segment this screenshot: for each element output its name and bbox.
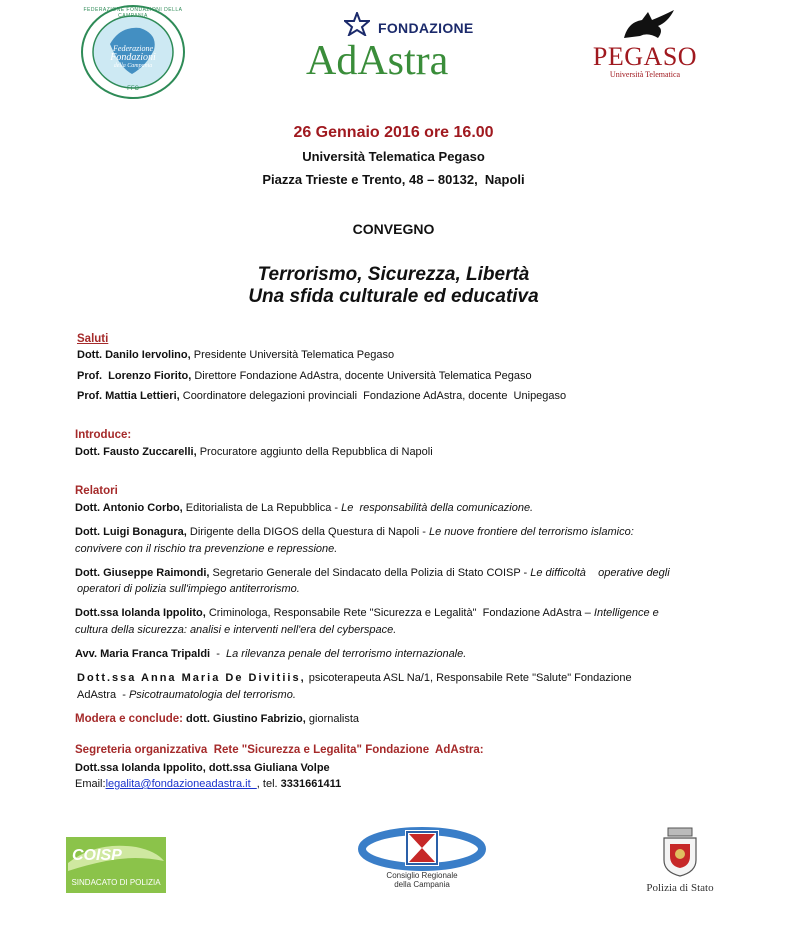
speaker-desc: Dirigente della DIGOS della Questura di Napoli - — [186, 526, 429, 538]
pegaso-large: PEGASO — [592, 42, 698, 71]
segreteria-names: Dott.ssa Iolanda Ippolito, dott.ssa Giuliana Volpe — [75, 762, 330, 774]
relatore-row — [75, 606, 659, 620]
relatore-row — [75, 525, 720, 539]
speaker-name: Dott. Luigi Bonagura, — [75, 526, 187, 538]
segreteria-contact — [75, 777, 341, 791]
speaker-desc-cont: AdAstra - — [77, 689, 129, 701]
speaker-desc: Coordinatore delegazioni provinciali Fondazione AdAstra, docente Unipegaso — [179, 390, 567, 402]
speaker-name: Dott. Giuseppe Raimondi, — [75, 567, 210, 579]
saluti-row — [77, 389, 566, 403]
speaker-name: Avv. Maria Franca Tripaldi — [75, 648, 211, 660]
talk-topic: Le nuove frontiere del terrorismo islamico: — [428, 526, 634, 538]
modera-row — [75, 712, 359, 726]
speaker-name: Dott.ssa Iolanda Ippolito, — [75, 607, 206, 619]
pegasus-icon — [618, 8, 678, 42]
speaker-desc: giornalista — [305, 713, 360, 725]
talk-topic: Intelligence e — [593, 607, 659, 619]
coisp-big: COISP — [72, 847, 122, 864]
ffc-logo — [80, 4, 186, 100]
ffc-ring-text: FEDERAZIONE FONDAZIONI DELLA CAMPANIA — [83, 7, 183, 19]
polizia-label: Polizia di Stato — [646, 882, 714, 894]
speaker-name: Prof. Lorenzo Fiorito, — [77, 370, 192, 382]
coisp-small: SINDACATO DI POLIZIA — [71, 878, 161, 887]
relatore-row — [77, 671, 632, 685]
relatore-row-cont — [77, 688, 296, 702]
speaker-desc: Criminologa, Responsabile Rete "Sicurezza e Legalità" Fondazione AdAstra – — [205, 607, 594, 619]
speaker-desc: Procuratore aggiunto della Repubblica di Napoli — [196, 446, 433, 458]
email-link[interactable]: legalita@fondazioneadastra.it — [105, 778, 257, 790]
ffc-bottom: FFC — [127, 86, 139, 92]
speaker-desc: Direttore Fondazione AdAstra, docente Università Telematica Pegaso — [191, 370, 532, 382]
talk-topic-cont: convivere con il rischio tra prevenzione e repressione. — [75, 543, 338, 555]
event-date: 26 Gennaio 2016 ore 16.00 — [293, 124, 494, 141]
introduce-heading: Introduce: — [75, 429, 132, 441]
ffc-inner-1: Federazione — [113, 44, 153, 53]
ffc-inner-3: della Campania — [113, 63, 153, 69]
coisp-logo — [66, 837, 166, 893]
event-venue: Università Telematica Pegaso — [302, 149, 485, 164]
speaker-desc: - — [210, 648, 226, 660]
speaker-name: Dott.ssa Anna Maria De Divitiis, — [77, 672, 306, 684]
adastra-logo — [300, 8, 474, 88]
speaker-desc: psicoterapeuta ASL Na/1, Responsabile Rete "Salute" Fondazione — [305, 672, 632, 684]
talk-topic-cont: operatori di polizia sull'impiego antiterrorismo. — [77, 583, 300, 595]
talk-topic: Le difficoltà operative degli — [530, 567, 670, 579]
event-address: Piazza Trieste e Trento, 48 – 80132, Napoli — [262, 172, 525, 187]
introduce-row — [75, 445, 433, 459]
speaker-desc: Segretario Generale del Sindacato della Polizia di Stato COISP - — [209, 567, 531, 579]
consiglio-line-2: della Campania — [394, 880, 450, 889]
modera-heading: Modera e conclude: — [75, 713, 183, 725]
email-label: Email: — [75, 778, 106, 790]
adastra-large: AdAstra — [306, 38, 449, 84]
saluti-row — [77, 348, 394, 362]
polizia-emblem-icon — [660, 826, 700, 878]
event-title-1: Terrorismo, Sicurezza, Libertà — [257, 264, 530, 285]
speaker-name: Dott. Antonio Corbo, — [75, 502, 183, 514]
consiglio-emblem-icon — [357, 826, 487, 872]
speaker-name: Dott. Fausto Zuccarelli, — [75, 446, 197, 458]
tel-label: , tel. — [256, 778, 281, 790]
pegaso-small: Università Telematica — [609, 70, 681, 79]
talk-topic: Psicotraumatologia del terrorismo. — [128, 689, 296, 701]
polizia-logo — [632, 826, 728, 896]
speaker-name: Dott. Danilo Iervolino, — [77, 349, 191, 361]
saluti-row — [77, 369, 532, 383]
consiglio-logo — [357, 826, 487, 892]
ffc-inner-2: Fondazioni — [110, 52, 156, 63]
saluti-heading: Saluti — [77, 333, 109, 345]
speaker-name: dott. Giustino Fabrizio, — [183, 713, 306, 725]
segreteria-heading: Segreteria organizzativa Rete "Sicurezza e Legalita" Fondazione AdAstra: — [75, 744, 484, 756]
adastra-small: FONDAZIONE — [378, 20, 474, 36]
relatore-row — [75, 647, 466, 661]
talk-topic: La rilevanza penale del terrorismo internazionale. — [226, 648, 467, 660]
relatore-row — [75, 566, 670, 580]
consiglio-line-1: Consiglio Regionale — [386, 871, 458, 880]
star-icon — [344, 12, 370, 36]
talk-topic: Le responsabilità della comunicazione. — [341, 502, 534, 514]
tel-value: 3331661411 — [280, 778, 342, 790]
speaker-desc: Presidente Università Telematica Pegaso — [190, 349, 395, 361]
speaker-name: Prof. Mattia Lettieri, — [77, 390, 180, 402]
event-title-2: Una sfida culturale ed educativa — [248, 286, 539, 307]
pegaso-logo — [590, 8, 700, 88]
speaker-desc: Editorialista de La Repubblica - — [182, 502, 342, 514]
event-type: CONVEGNO — [352, 221, 435, 237]
relatore-row — [75, 501, 533, 515]
talk-topic-cont: cultura della sicurezza: analisi e interventi nell'era del cyberspace. — [75, 624, 397, 636]
relatori-heading: Relatori — [75, 485, 118, 497]
